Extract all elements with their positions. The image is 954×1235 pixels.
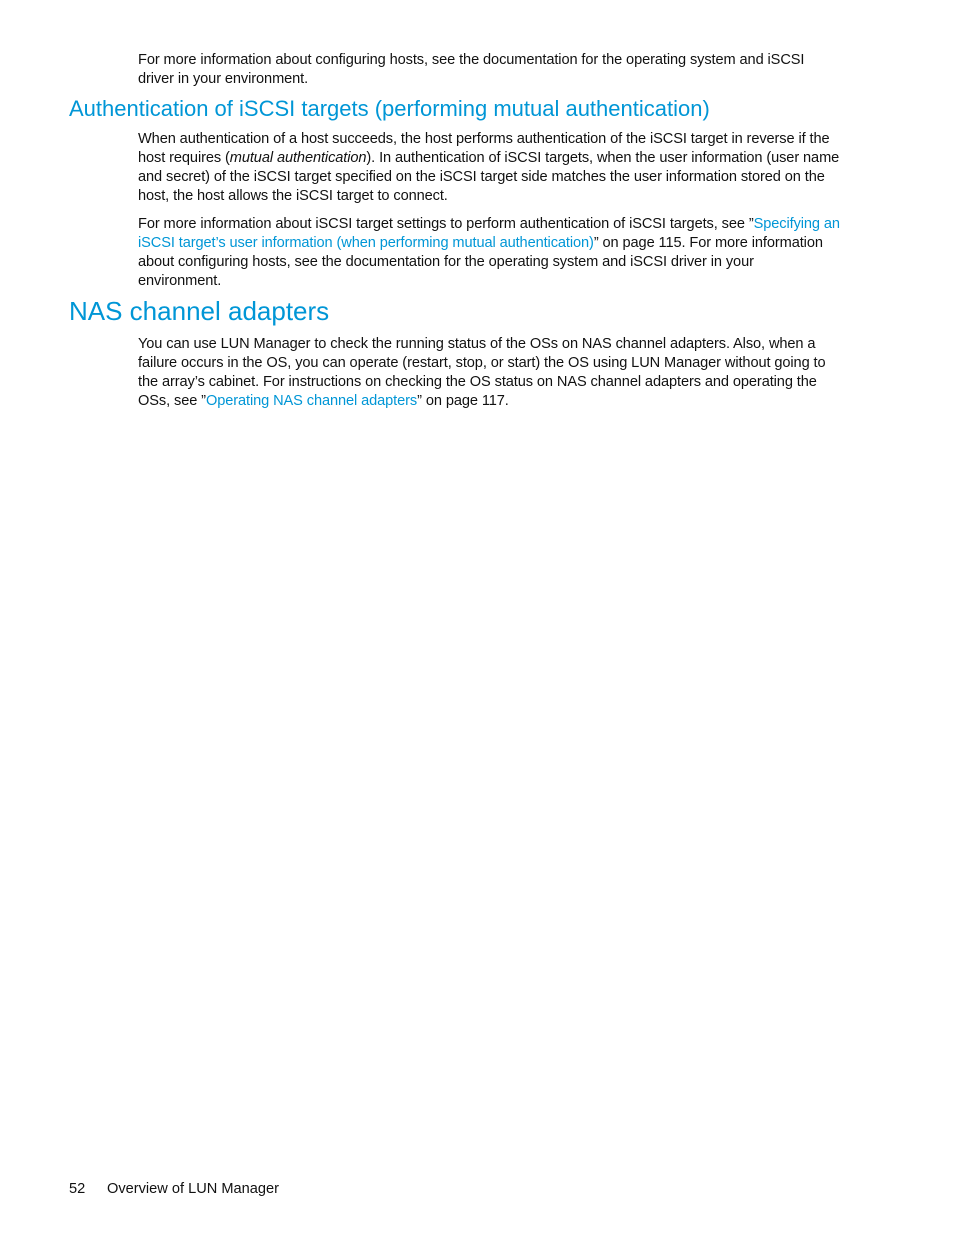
footer-title: Overview of LUN Manager (107, 1181, 279, 1197)
authentication-paragraph-text-2: ). In authentication of iSCSI targets, when the user information (user name and secret) of the iSCSI target specified on the iSCSI target side matches the user information stored on the host, the host allows the iSCSI target to connect. (138, 150, 840, 204)
intro-paragraph: For more information about configuring hosts, see the documentation for the operating system and iSCSI driver in your environment. (138, 52, 805, 87)
section-heading-authentication: Authentication of iSCSI targets (performing mutual authentication) (69, 96, 710, 121)
nas-paragraph-text-2: ” on page 117. (417, 393, 509, 409)
authentication-paragraph (138, 130, 840, 206)
nas-paragraph-text-1: You can use LUN Manager to check the running status of the OSs on NAS channel adapters. Also, when a failure occurs in the OS, you can operate (restart, stop, or start) the OS using LUN Manager without going to the array’s cabinet. For instructions on checking the OS status on NAS channel adapters and operating the OSs, see ” (138, 336, 826, 409)
mutual-authentication-term: mutual authentication (229, 150, 367, 166)
section-heading-nas-channel-adapters: NAS channel adapters (69, 296, 330, 326)
nas-paragraph (138, 335, 840, 411)
authentication-settings-paragraph (138, 215, 840, 291)
link-specifying-iscsi-target-user-info[interactable]: Specifying an iSCSI target’s user information (when performing mutual authentication) (138, 216, 840, 251)
page-footer (69, 1180, 279, 1199)
settings-paragraph-text-1: For more information about iSCSI target settings to perform authentication of iSCSI targets, see ” (138, 216, 754, 232)
page-number: 52 (69, 1181, 86, 1197)
settings-paragraph-text-2: ” on page 115. For more information about configuring hosts, see the documentation for the operating system and iSCSI driver in your environment. (138, 235, 823, 289)
link-operating-nas-channel-adapters[interactable]: Operating NAS channel adapters (205, 393, 418, 409)
authentication-paragraph-text-1: When authentication of a host succeeds, the host performs authentication of the iSCSI target in reverse if the host requires ( (138, 131, 830, 166)
